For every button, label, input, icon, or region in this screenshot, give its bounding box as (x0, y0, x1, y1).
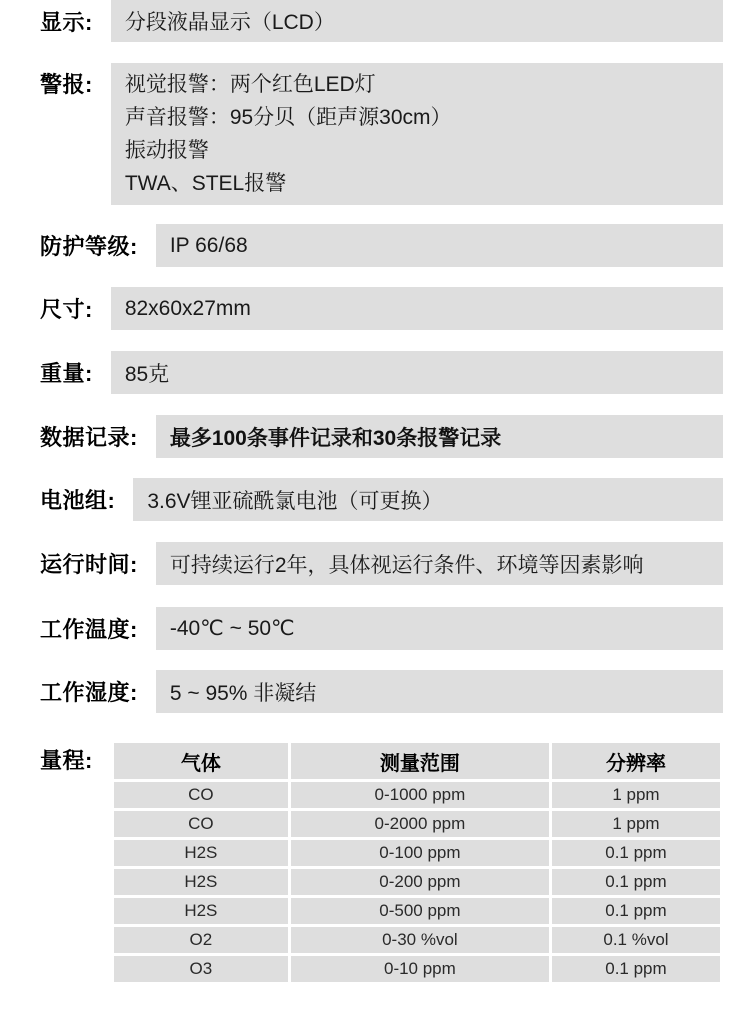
cell-range: 0-100 ppm (291, 840, 549, 866)
spec-row-battery (40, 478, 723, 521)
column-header-resolution: 分辨率 (552, 743, 720, 779)
spec-row-ip-rating (40, 224, 723, 267)
cell-gas: CO (114, 782, 288, 808)
cell-gas: CO (114, 811, 288, 837)
spec-label-weight: 重量: (40, 361, 93, 386)
spec-row-runtime (40, 542, 723, 585)
table-row (114, 927, 720, 953)
spec-row-op-humidity (40, 670, 723, 713)
spec-row-weight (40, 351, 723, 394)
spec-value-op-humidity: 5 ~ 95% 非凝结 (156, 670, 723, 713)
spec-label-ip-rating: 防护等级: (40, 234, 138, 259)
spec-value-op-temperature: -40℃ ~ 50℃ (156, 607, 723, 650)
cell-gas: O3 (114, 956, 288, 982)
spec-value-display: 分段液晶显示（LCD） (111, 0, 723, 42)
spec-value-ip-rating: IP 66/68 (156, 224, 723, 267)
spec-row-range (40, 740, 723, 985)
table-row (114, 898, 720, 924)
alarm-line-visual: 视觉报警：两个红色LED灯 (124, 73, 376, 96)
alarm-line-audio: 声音报警：95分贝（距声源30cm） (124, 106, 452, 129)
cell-resolution: 1 ppm (552, 811, 720, 837)
column-header-gas: 气体 (114, 743, 288, 779)
cell-range: 0-500 ppm (291, 898, 549, 924)
spec-row-datalog (40, 415, 723, 458)
cell-gas: H2S (114, 869, 288, 895)
cell-gas: O2 (114, 927, 288, 953)
alarm-line-vibration: 振动报警 (124, 139, 209, 162)
spec-row-alarm (40, 63, 723, 205)
spec-label-dimensions: 尺寸: (40, 297, 93, 322)
cell-resolution: 1 ppm (552, 782, 720, 808)
cell-resolution: 0.1 ppm (552, 898, 720, 924)
spec-value-dimensions: 82x60x27mm (111, 287, 723, 330)
cell-gas: H2S (114, 898, 288, 924)
spec-label-alarm: 警报: (40, 72, 93, 97)
table-row (114, 840, 720, 866)
cell-gas: H2S (114, 840, 288, 866)
spec-value-alarm (111, 63, 723, 205)
spec-row-dimensions (40, 287, 723, 330)
cell-range: 0-200 ppm (291, 869, 549, 895)
spec-label-op-temperature: 工作温度: (40, 617, 138, 642)
measurement-range-table (111, 740, 723, 985)
spec-label-op-humidity: 工作湿度: (40, 680, 138, 705)
spec-value-runtime: 可持续运行2年，具体视运行条件、环境等因素影响 (156, 542, 723, 585)
spec-value-battery: 3.6V锂亚硫酰氯电池（可更换） (133, 478, 723, 521)
spec-label-datalog: 数据记录: (40, 425, 138, 450)
cell-range: 0-2000 ppm (291, 811, 549, 837)
range-table-header-row (114, 743, 720, 779)
spec-value-weight: 85克 (111, 351, 723, 394)
table-row (114, 869, 720, 895)
table-row (114, 956, 720, 982)
spec-row-display (40, 0, 723, 42)
alarm-line-twa-stel: TWA、STEL报警 (124, 172, 287, 195)
table-row (114, 811, 720, 837)
cell-resolution: 0.1 ppm (552, 840, 720, 866)
table-row (114, 782, 720, 808)
cell-range: 0-30 %vol (291, 927, 549, 953)
spec-label-range: 量程: (40, 748, 93, 773)
cell-range: 0-1000 ppm (291, 782, 549, 808)
cell-resolution: 0.1 ppm (552, 869, 720, 895)
spec-label-battery: 电池组: (40, 488, 116, 513)
spec-label-display: 显示: (40, 9, 93, 35)
spec-row-op-temperature (40, 607, 723, 650)
column-header-range: 测量范围 (291, 743, 549, 779)
cell-resolution: 0.1 %vol (552, 927, 720, 953)
cell-resolution: 0.1 ppm (552, 956, 720, 982)
spec-value-datalog: 最多100条事件记录和30条报警记录 (156, 415, 723, 458)
cell-range: 0-10 ppm (291, 956, 549, 982)
spec-label-runtime: 运行时间: (40, 552, 138, 577)
